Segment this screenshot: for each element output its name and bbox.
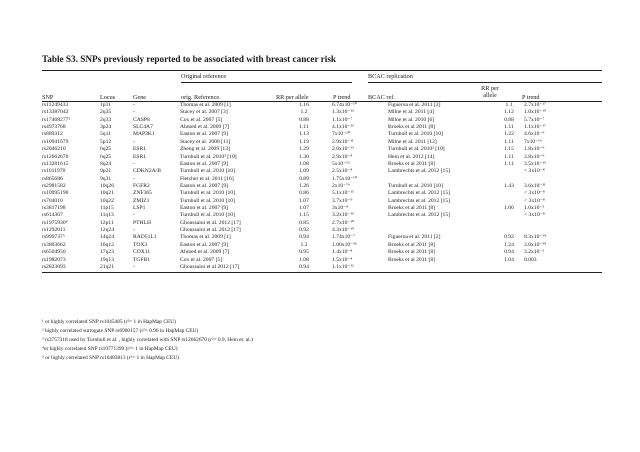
cell-p-trend: 1.00x10⁻³⁶ [332,241,357,248]
table-row [42,131,602,138]
cell-locus: 3p24 [100,124,112,131]
cell-snp: rs17468277¹ [42,116,71,123]
cell-bcac-p-trend: < 3x10⁻⁸ [524,212,545,219]
table-row [42,161,602,168]
cell-rr-per-allele: 0.86 [299,190,309,197]
cell-bcac-ref: Broeks et al 2011 [8] [388,249,436,256]
cell-locus: 2q33 [100,116,112,123]
cell-orig-reference: Cox et al. 2007 [5] [180,116,223,123]
cell-orig-reference: Easton et al. 2007 [9] [180,160,229,167]
cell-bcac-p-trend: 3.5x10⁻¹⁵ [524,160,546,167]
cell-bcac-ref: Lambrechts et al. 2012 [15] [388,197,450,204]
table-row [42,212,602,219]
cell-orig-reference: Stacey et al. 2008 [11] [180,138,231,145]
cell-bcac-ref: Lambrechts et al. 2012 [15] [388,168,450,175]
cell-bcac-ref: Milne et al. 2011 [4] [388,109,434,116]
cell-locus: 2q35 [100,109,112,116]
cell-bcac-rr-per-allele: 1.15 [504,146,514,153]
cell-p-trend: 1.3x10⁻¹³ [332,109,354,116]
cell-gene: CASP8 [133,116,150,123]
cell-p-trend: 2.9x10⁻⁸ [332,153,353,160]
cell-p-trend: 1.5x10⁻⁴ [332,256,353,263]
cell-snp: rs2046210 [42,146,66,153]
cell-bcac-ref: Turnbull et al. 2010² [10] [388,146,445,153]
cell-rr-per-allele: 1.07 [299,205,309,212]
cell-locus: 9p21 [100,168,112,175]
table-row [42,242,602,249]
cell-bcac-p-trend: 1.0x10⁻¹⁹ [524,109,546,116]
cell-bcac-p-trend: < 3x10⁻⁸ [524,190,545,197]
cell-locus: 10q21 [100,190,114,197]
cell-orig-reference: Stacey et al. 2007 [3] [180,109,228,116]
cell-locus: 5p12 [100,138,112,145]
cell-snp: rs889312 [42,131,63,138]
cell-bcac-ref: Broeks et al 2011 [8] [388,205,436,212]
cell-rr-per-allele: 1.19 [299,138,309,145]
table-row [42,234,602,241]
cell-gene: - [133,263,135,270]
col-header-bcac-ref: BCAC ref. [368,94,395,101]
cell-snp: rs6504950 [42,249,66,256]
cell-orig-reference: Ahmed et al. 2009 [7] [180,249,230,256]
cell-bcac-rr-per-allele: 1.06 [504,205,514,212]
cell-bcac-p-trend: 0.003 [524,256,537,263]
cell-bcac-ref: Figueroa et al. 2011 [2] [388,234,441,241]
footnote-4: ⁴or highly correlated SNP rs10771399 (r²= 1 in HapMap CEU) [42,345,178,352]
cell-bcac-rr-per-allele: 0.88 [504,116,514,123]
table-row [42,124,602,131]
cell-bcac-rr-per-allele: 0.92 [504,234,514,241]
group-rule-original [181,82,352,83]
cell-bcac-p-trend [524,227,602,234]
table-row [42,109,602,116]
cell-locus: 14q24 [100,234,114,241]
cell-locus: 9q31 [100,175,112,182]
cell-p-trend: 2.0x10⁻¹⁵ [332,146,354,153]
cell-rr-per-allele: 1.08 [299,160,309,167]
cell-bcac-ref: Turnbull et al. 2010 [10] [388,182,443,189]
cell-bcac-rr-per-allele [494,176,524,183]
snp-table [42,102,602,271]
cell-bcac-p-trend: 3.0x10⁻⁵⁹ [524,241,547,248]
table-row [42,117,602,124]
cell-rr-per-allele: 0.85 [299,219,309,226]
cell-bcac-ref: Broeks et al 2011 [8] [388,124,436,131]
cell-orig-reference: Turnbull et al. 2010 [10] [180,197,235,204]
cell-bcac-rr-per-allele: 1.11 [504,153,514,160]
cell-snp: rs4973768 [42,124,66,131]
cell-p-trend: 7x10⁻²⁰ [332,131,351,138]
footnote-2: ² highly correlated surrogate SNP rs6900157 (r²= 0.96 in HapMap CEU) [42,327,199,334]
cell-rr-per-allele: 1.08 [299,256,309,263]
cell-bcac-p-trend: < 3x10⁻⁸ [524,197,545,204]
cell-orig-reference: Ghoussaini et al 2012 [17] [180,263,240,270]
cell-bcac-ref [388,264,494,271]
cell-gene: - [133,212,135,219]
cell-p-trend: 1.1x10⁻⁷ [332,116,353,123]
table-row [42,257,602,264]
cell-bcac-ref [388,220,494,227]
cell-p-trend: 3.2x10⁻¹⁵ [332,212,354,219]
cell-bcac-p-trend: 4.6x10⁻⁹ [524,131,545,138]
cell-bcac-rr-per-allele: 1.1 [505,102,513,108]
col-header-bcac-rr-per-allele: RR per allele [481,85,499,99]
cell-locus: 10q26 [100,182,114,189]
col-header-gene: Gene [133,94,147,101]
cell-locus: 6q25 [100,153,112,160]
cell-locus: 12p11 [100,219,114,226]
table-row [42,154,602,161]
cell-locus: 11p15 [100,205,114,212]
cell-bcac-ref: Lambrechts et al. 2012 [15] [388,190,450,197]
cell-gene: ZNF365 [133,190,152,197]
cell-locus: 5q11 [100,131,111,138]
cell-locus: 6q25 [100,146,112,153]
table-row [42,190,602,197]
cell-snp: rs2981582 [42,182,66,189]
cell-orig-reference: Ahmed et al. 2009 [7] [180,124,230,131]
cell-snp: rs3817198 [42,205,66,212]
cell-snp: rs2823093 [42,263,66,270]
footnote-3: ³ rs3757318 used by Turnbull et al. , highly correlated with SNP rs12662670 (r²= 0.9, Hein et. al.) [42,336,253,343]
col-header-snp: SNP [42,94,54,101]
cell-rr-per-allele: 1.15 [299,212,309,219]
table-row [42,176,602,183]
cell-gene: TGFB1 [133,256,151,263]
cell-bcac-ref: Lambrechts et al. 2012 [15] [388,212,450,219]
table-row [42,183,602,190]
cell-orig-reference: Easton et al. 2007 [9] [180,205,229,212]
cell-rr-per-allele: 1.13 [299,131,309,138]
cell-gene: RAD51L1 [133,234,157,241]
cell-gene: ESR1 [133,153,147,160]
cell-bcac-ref: Figueroa et al. 2011 [2] [388,102,441,108]
cell-rr-per-allele: 0.88 [299,116,309,123]
cell-orig-reference: Easton et al. 2007 [9] [180,131,229,138]
table-row [42,168,602,175]
cell-orig-reference: Thomas et al. 2009 [1] [180,102,231,108]
cell-gene: - [133,102,135,108]
cell-bcac-rr-per-allele [494,264,524,271]
table-row [42,249,602,256]
group-rule-replication [368,82,602,83]
cell-orig-reference: Ghoussaini et al. 2012 [17] [180,219,241,226]
cell-bcac-rr-per-allele: 1.11 [504,138,514,145]
cell-p-trend: 2.5x10⁻⁸ [332,168,353,175]
cell-orig-reference: Ghoussaini et al. 2012 [17] [180,227,241,234]
cell-rr-per-allele: 0.94 [299,263,309,270]
cell-orig-reference: Cox et al. 2007 [5] [180,256,223,263]
cell-rr-per-allele: 1.30 [299,153,309,160]
cell-p-trend: 2.7x10⁻¹⁰ [332,219,355,226]
cell-snp: rs865686 [42,175,63,182]
cell-bcac-p-trend [524,264,602,271]
cell-bcac-p-trend: 3.8x10⁻⁹ [524,153,545,160]
cell-rr-per-allele: 1.09 [299,168,309,175]
cell-bcac-rr-per-allele [494,168,524,175]
cell-bcac-p-trend: 3.6x10⁻³¹ [524,182,546,189]
cell-bcac-p-trend: < 3x10⁻⁸ [524,168,545,175]
col-header-rr-per-allele: RR per allele [276,94,309,101]
cell-bcac-p-trend [524,176,602,183]
cell-p-trend: 5x10⁻¹² [332,160,350,167]
cell-snp: rs13387042 [42,109,69,116]
cell-gene: SLC4A7 [133,124,153,131]
cell-rr-per-allele: 0.92 [299,227,309,234]
cell-bcac-p-trend: 5.7x10⁻⁷ [524,116,545,123]
table-row [42,227,602,234]
cell-bcac-ref: Milne et al. 2010 [6] [388,116,435,123]
cell-snp: rs1292011 [42,227,66,234]
cell-snp: rs11249433 [42,102,69,108]
cell-snp: rs10941679 [42,138,69,145]
cell-bcac-p-trend: 3.2x10⁻⁵ [524,249,545,256]
group-header-replication: BCAC replication [368,73,413,80]
cell-orig-reference: Turnbull et al. 2010³ [10] [180,153,237,160]
cell-snp: rs10995190 [42,190,69,197]
cell-bcac-p-trend: 7x10⁻¹⁶ [524,138,542,145]
table-row [42,146,602,153]
cell-bcac-rr-per-allele: 1.04 [504,256,514,263]
table-row [42,139,602,146]
cell-bcac-rr-per-allele [494,227,524,234]
cell-gene: COX11 [133,249,151,256]
cell-gene: - [133,227,135,234]
cell-gene: - [133,160,135,167]
col-header-bcac-p-trend: P trend [522,94,540,101]
table-row [42,205,602,212]
cell-bcac-rr-per-allele [494,190,524,197]
cell-snp: rs1011970 [42,168,66,175]
cell-bcac-rr-per-allele: 1.12 [504,109,514,116]
table-row [42,198,602,205]
cell-locus: 17q23 [100,249,114,256]
cell-bcac-p-trend: 2.7x10⁻¹⁷ [524,102,546,108]
cell-p-trend: 6.74x10⁻¹⁰ [332,102,358,108]
cell-gene: ESR1 [133,146,147,153]
footnote-1: ¹ or highly correlated SNP rs1045485 (r²= 1 in HapMap CEU) [42,319,176,325]
cell-p-trend: 3.7x10⁻⁹ [332,197,353,204]
cell-rr-per-allele: 1.11 [299,124,309,131]
cell-bcac-rr-per-allele: 0.94 [504,249,514,256]
table-row [42,220,602,227]
cell-locus: 10q22 [100,197,114,204]
cell-gene: CDKN2A/B [133,168,161,175]
cell-bcac-ref: Broeks et al 2011 [8] [388,160,436,167]
cell-rr-per-allele: 0.89 [299,175,309,182]
cell-orig-reference: Zheng et al. 2009 [13] [180,146,230,153]
cell-p-trend: 5.1x10⁻¹⁵ [332,190,354,197]
footnotes [42,318,253,363]
cell-snp: rs3803662 [42,241,66,248]
cell-bcac-p-trend [524,220,602,227]
cell-p-trend: 1.1x10⁻¹² [332,263,354,270]
cell-rr-per-allele: 1.16 [299,102,309,108]
cell-bcac-p-trend: 1.1x10⁻¹⁷ [524,124,546,131]
cell-locus: 19q13 [100,256,114,263]
bottom-rule [42,272,602,273]
cell-rr-per-allele: 1.26 [299,182,309,189]
cell-orig-reference: Thomas et al. 2009 [1] [180,234,231,241]
cell-orig-reference: Easton et al. 2007 [9] [180,241,229,248]
cell-bcac-ref: Broeks et al 2011 [8] [388,241,436,248]
cell-orig-reference: Turnbull et al. 2010 [10] [180,190,235,197]
table-row [42,102,602,109]
cell-orig-reference: Turnbull et al. 2010 [10] [180,168,235,175]
cell-bcac-rr-per-allele: 1.11 [504,160,514,167]
top-rule [42,70,602,71]
cell-bcac-ref: Turnbull et al. 2010 [10] [388,131,443,138]
cell-rr-per-allele: 1.07 [299,197,309,204]
cell-gene: FGFR2 [133,182,150,189]
cell-locus: 21q21 [100,263,114,270]
cell-p-trend: 1.74x10⁻⁷ [332,234,356,241]
cell-locus: 1p11 [100,102,111,108]
col-header-orig-reference: orig. Reference. [181,94,221,101]
cell-gene: LSP1 [133,205,146,212]
table-title: Table S3. SNPs previously reported to be associated with breast cancer risk [42,54,337,64]
cell-gene: MAP3K1 [133,131,155,138]
cell-bcac-ref: Milne et al. 2011 [12] [388,138,437,145]
cell-bcac-rr-per-allele [494,198,524,205]
cell-rr-per-allele: 0.94 [299,234,309,241]
cell-p-trend: 4.3x10⁻¹⁹ [332,227,354,234]
cell-snp: rs13281615 [42,160,69,167]
cell-bcac-rr-per-allele: 1.43 [504,182,514,189]
cell-orig-reference: Turnbull et al. 2010 [10] [180,212,235,219]
group-header-original: Original reference [181,73,227,80]
cell-bcac-rr-per-allele: 1.11 [504,124,514,131]
cell-rr-per-allele: 1.29 [299,146,309,153]
cell-bcac-rr-per-allele [494,212,524,219]
cell-gene: TOX3 [133,241,148,248]
cell-p-trend: 1.4x10⁻⁸ [332,249,353,256]
cell-locus: 16q12 [100,241,114,248]
cell-rr-per-allele: 1.2 [300,241,308,248]
cell-snp: rs999737⁵ [42,234,65,241]
cell-locus: 11q13 [100,212,114,219]
cell-p-trend: 2x10⁻⁷⁶ [332,182,351,189]
col-header-locus: Locus [100,94,116,101]
cell-bcac-ref [388,227,494,234]
cell-p-trend: 4.1x10⁻²³ [332,124,354,131]
table-row [42,264,602,271]
col-header-p-trend: P trend [333,94,351,101]
cell-p-trend: 1.75x10⁻¹⁰ [332,175,358,182]
cell-rr-per-allele: 0.95 [299,249,309,256]
cell-orig-reference: Easton et al. 2007 [9] [180,182,229,189]
cell-p-trend: 3x10⁻⁹ [332,205,349,212]
cell-gene: - [133,175,135,182]
cell-rr-per-allele: 1.2 [300,109,308,116]
cell-bcac-rr-per-allele: 1.24 [504,241,514,248]
cell-bcac-p-trend: 1.0x10⁻⁵ [524,205,545,212]
cell-bcac-rr-per-allele: 1.22 [504,131,514,138]
footnote-5: ⁵ or highly correlated SNP rs10483813 (r²= 1 in HapMap CEU) [42,354,179,361]
cell-snp: rs1982073 [42,256,66,263]
cell-locus: 12q24 [100,227,114,234]
cell-gene: PTHLH [133,219,152,226]
cell-bcac-ref [388,176,494,183]
cell-snp: rs12662670 [42,153,69,160]
cell-bcac-p-trend: 8.3x10⁻¹⁴ [524,234,546,241]
cell-bcac-ref: Hein et al. 2012 [14] [388,153,435,160]
cell-gene: - [133,109,135,116]
cell-snp: rs614367 [42,212,63,219]
cell-gene: ZMIZ1 [133,197,150,204]
cell-snp: rs1975930⁴ [42,219,68,226]
cell-p-trend: 2.9x10⁻¹¹ [332,138,354,145]
cell-gene: - [133,138,135,145]
cell-orig-reference: Fletcher et al. 2011 [16] [180,175,234,182]
cell-snp: rs704010 [42,197,63,204]
cell-locus: 8q24 [100,160,112,167]
cell-bcac-p-trend: 1.8x10⁻⁹ [524,146,545,153]
cell-bcac-rr-per-allele [494,220,524,227]
cell-bcac-ref: Broeks et al 2011 [8] [388,256,436,263]
